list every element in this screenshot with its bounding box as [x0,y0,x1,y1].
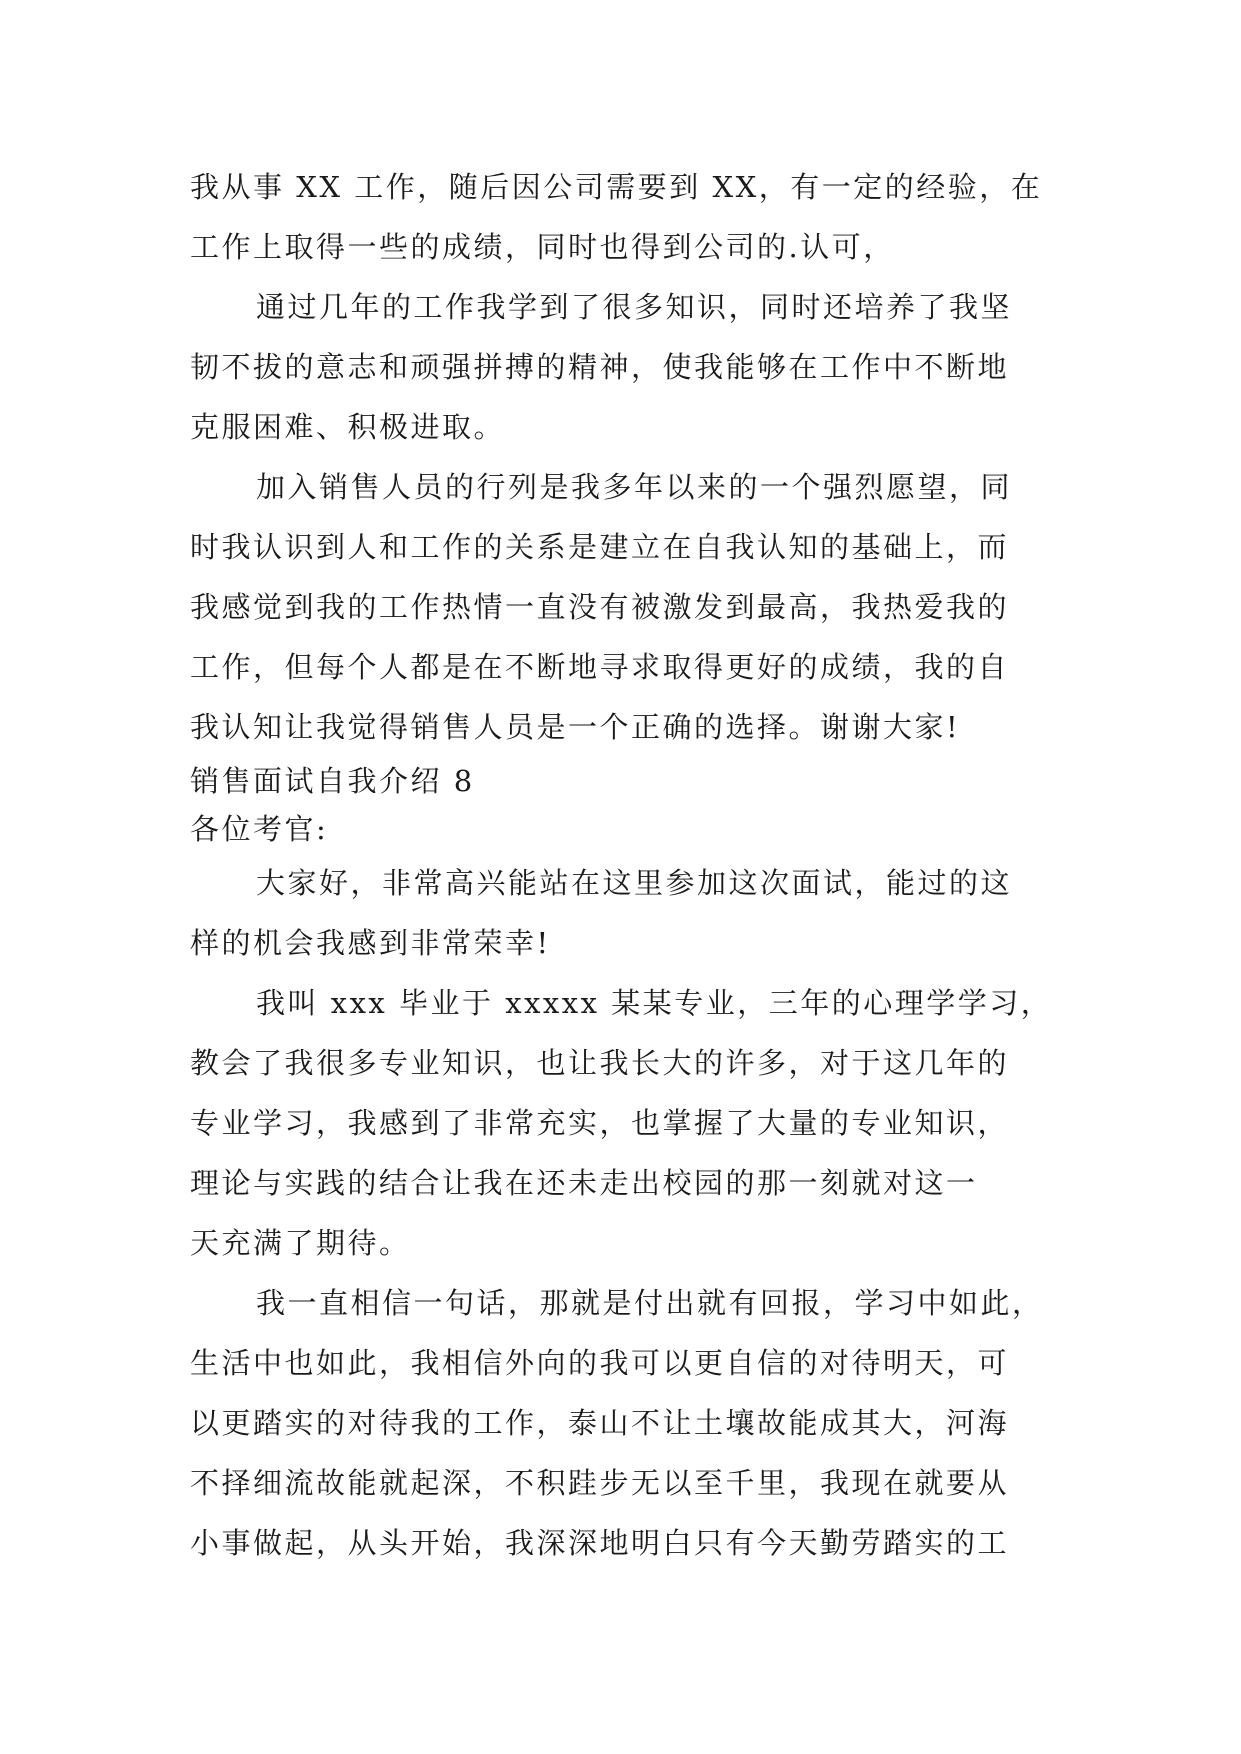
paragraph-line: 韧不拔的意志和顽强拼搏的精神，使我能够在工作中不断地 [190,350,1010,384]
section-heading: 销售面试自我介绍 8 [190,764,475,798]
paragraph-line: 大家好，非常高兴能站在这里参加这次面试，能过的这 [256,866,1013,900]
paragraph-line: 工作，但每个人都是在不断地寻求取得更好的成绩，我的自 [190,650,1010,684]
paragraph-line: 工作上取得一些的成绩，同时也得到公司的.认可， [190,230,895,264]
paragraph-line: 我一直相信一句话，那就是付出就有回报，学习中如此， [256,1286,1044,1320]
paragraph-line: 教会了我很多专业知识，也让我长大的许多，对于这几年的 [190,1046,1010,1080]
paragraph-line: 以更踏实的对待我的工作，泰山不让土壤故能成其大，河海 [190,1406,1010,1440]
paragraph-line: 加入销售人员的行列是我多年以来的一个强烈愿望，同 [256,470,1013,504]
paragraph-line: 理论与实践的结合让我在还未走出校园的那一刻就对这一 [190,1166,978,1200]
paragraph-line: 专业学习，我感到了非常充实，也掌握了大量的专业知识， [190,1106,1010,1140]
paragraph-line: 克服困难、积极进取。 [190,410,506,444]
paragraph-line: 样的机会我感到非常荣幸! [190,926,551,960]
paragraph-line: 天充满了期待。 [190,1226,411,1260]
paragraph-line: 我叫 xxx 毕业于 xxxxx 某某专业，三年的心理学学习， [256,986,1053,1020]
paragraph-line: 不择细流故能就起深，不积跬步无以至千里，我现在就要从 [190,1466,1010,1500]
paragraph-line: 我认知让我觉得销售人员是一个正确的选择。谢谢大家! [190,710,961,744]
paragraph-line: 我从事 XX 工作，随后因公司需要到 XX，有一定的经验，在 [190,170,1043,204]
paragraph-line: 通过几年的工作我学到了很多知识，同时还培养了我坚 [256,290,1013,324]
paragraph-line: 生活中也如此，我相信外向的我可以更自信的对待明天，可 [190,1346,1010,1380]
salutation: 各位考官: [190,812,329,846]
paragraph-line: 时我认识到人和工作的关系是建立在自我认知的基础上，而 [190,530,1010,564]
paragraph-line: 小事做起，从头开始，我深深地明白只有今天勤劳踏实的工 [190,1526,1010,1560]
document-body [190,157,1060,1573]
paragraph-line: 我感觉到我的工作热情一直没有被激发到最高，我热爱我的 [190,590,1010,624]
